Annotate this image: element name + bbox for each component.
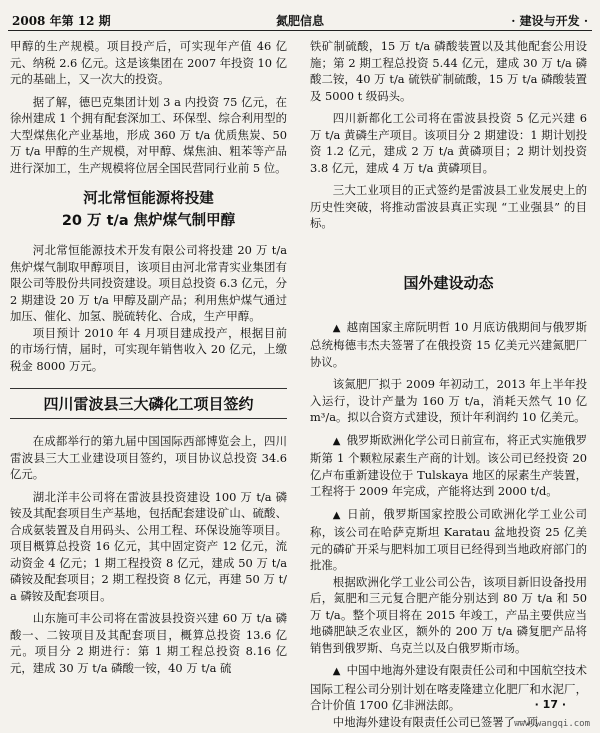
deguo-paragraph: 据了解，德巴克集团计划 3 a 内投资 75 亿元，在徐州建成 1 个拥有配套深加工、环保型、综合利用型的大型煤焦化产业基地，形成 360 万 t/a 优质焦炭、50 万 t/a 甲醇的生产规模，对甲醇、煤焦油、粗苯等产品进行深加工，生产规模将位居全国民营同行业前 5 位。 (10, 94, 287, 175)
page-number: · 17 · (534, 698, 566, 711)
vietnam-detail-paragraph: 该氮肥厂拟于 2009 年初动工，2013 年上半年投入运行，设计产量为 160 万 t/a，消耗天然气 10 亿 m³/a。拟以合资方式建设，预计年利润约 10 亿美元。 (310, 377, 587, 424)
triangle-marker-icon: ▲ (332, 509, 342, 521)
issue-label: 2008 年第 12 期 (12, 14, 111, 28)
journal-title: 氮肥信息 (275, 14, 324, 28)
russia-karatau-paragraph (310, 506, 587, 574)
triangle-marker-icon: ▲ (332, 322, 341, 334)
sichuan-paragraph-5: 三大工业项目的正式签约是雷波县工业发展史上的历史性突破，将推动雷波县真正实现 “工业强县” 的目标。 (310, 183, 587, 230)
sichuan-article-title: 四川雷波县三大磷化工项目签约 (43, 395, 254, 413)
sichuan-continued-paragraph: 铁矿制硫酸，15 万 t/a 磷酸装置以及其他配套公用设施；第 2 期工程总投资 5.44 亿元，建成 30 万 t/a 磷酸二铵，40 万 t/a 硫铁矿制硫酸，15 万 t/a 磷酸装置及 5000 t 级码头。 (310, 39, 587, 103)
intro-continued-paragraph: 甲醇的生产规模。项目投产后，可实现年产值 46 亿元、纳税 2.6 亿元。这是该集团在 2007 年投资 10 亿元的基础上，又一次大的投资。 (10, 39, 287, 86)
vietnam-news-text: 越南国家主席阮明哲 10 月底访俄期间与俄罗斯总统梅德韦杰夫签署了在俄投资 15 亿美元兴建氮肥厂协议。 (310, 319, 587, 369)
site-watermark: www.wangqi.com (514, 719, 590, 729)
hebei-title-line-1: 河北常恒能源将投建 (83, 191, 214, 207)
sichuan-paragraph-1: 在成都举行的第九届中国国际西部博览会上，四川雷波县三大工业建设项目签约，项目协议总投资 34.6 亿元。 (10, 434, 287, 481)
hebei-title-line-2: 20 万 t/a 焦炉煤气制甲醇 (61, 213, 236, 229)
hebei-article-title (10, 188, 287, 232)
russia-karatau-text: 日前，俄罗斯国家控股公司欧洲化学工业公司称，该公司在哈萨克斯坦 Karatau 盆地投资 25 亿美元的磷矿开采与肥料加工项目已经得到当地政府部门的批准。 (310, 506, 587, 572)
russia-urea-text: 俄罗斯欧洲化学公司日前宣布，将正式实施俄罗斯第 1 个颗粒尿素生产商的计划。该公司已经投资 20 亿卢布重新建设位于 Tulskaya 地区的尿素生产装置，工程将于 2009 年完成，产能将达到 2000 t/d。 (310, 432, 587, 498)
hebei-paragraph-2: 项目预计 2010 年 4 月项目建成投产，根据目前的市场行情，届时，可实现年销售收入 20 亿元，上缴税金 8000 万元。 (10, 325, 287, 373)
sichuan-paragraph-4: 四川新都化工公司将在雷波县投资 5 亿元兴建 6 万 t/a 黄磷生产项目。该项目分 2 期建设：1 期计划投资 1.2 亿元，建成 2 万 t/a 黄磷项目；2 期计划投资 3.8 亿元，建成 4 万 t/a 黄磷项目。 (310, 111, 587, 175)
vietnam-news-paragraph (310, 319, 587, 371)
sichuan-paragraph-2: 湖北洋丰公司将在雷波县投资建设 100 万 t/a 磷铵及其配套项目生产基地，包括配套建设矿山、硫酸、合成氨装置及自用码头、公用工程、环保设施等项目。项目概算总投资 16 亿元，其中固定资产 12 亿元，流动资金 4 亿元；1 期工程投资 8 亿元，建成 50 万 t/a 磷铵及配套项目；2 期工程投资 8 亿元，再建 50 万 t/a 磷铵及配套项目。 (10, 489, 287, 603)
hebei-paragraph-1: 河北常恒能源技术开发有限公司将投建 20 万 t/a 焦炉煤气制取甲醇项目，该项目由河北常青实业集团有限公司等股份共同投资建设。项目总投资 6.3 亿元，分 2 期建设 20 万 t/a 甲醇及副产品；利用焦炉煤气通过加压、催化、加氢、脱硫转化、合成，生产甲醇。 (10, 243, 287, 323)
china-cameroon-continued: 中地海外建设有限责任公司已签署了一项 (332, 714, 538, 729)
russia-urea-paragraph (310, 432, 587, 500)
sichuan-title-bar (10, 388, 287, 419)
china-cameroon-text: 中国中地海外建设有限责任公司和中国航空技术国际工程公司分别计划在喀麦隆建立化肥厂和水泥厂，合计价值 1700 亿非洲法郎。 (310, 663, 587, 712)
right-column (310, 38, 587, 730)
page-header (8, 4, 592, 31)
russia-capacity-paragraph: 根据欧洲化学工业公司公告，该项目新旧设备投用后，氮肥和三元复合肥产能分别达到 80 万 t/a 和 50 万 t/a。整个项目将在 2015 年竣工，产品主要供应当地磷肥缺乏农业区，额外的 200 万 t/a 磷复肥产品将销售到俄罗斯、乌克兰以及白俄罗斯市场。 (310, 574, 587, 655)
section-label: · 建设与开发 · (511, 14, 588, 28)
foreign-news-title: 国外建设动态 (403, 273, 494, 292)
triangle-marker-icon: ▲ (332, 435, 341, 447)
triangle-marker-icon: ▲ (332, 666, 341, 677)
left-column (10, 38, 287, 676)
sichuan-paragraph-3: 山东施可丰公司将在雷波县投资兴建 60 万 t/a 磷酸一、二铵项目及其配套项目，概算总投资 13.6 亿元。项目分 2 期进行：第 1 期工程总投资 8.16 亿元，建成 30 万 t/a 磷酸一铵，40 万 t/a 硫 (10, 611, 287, 675)
